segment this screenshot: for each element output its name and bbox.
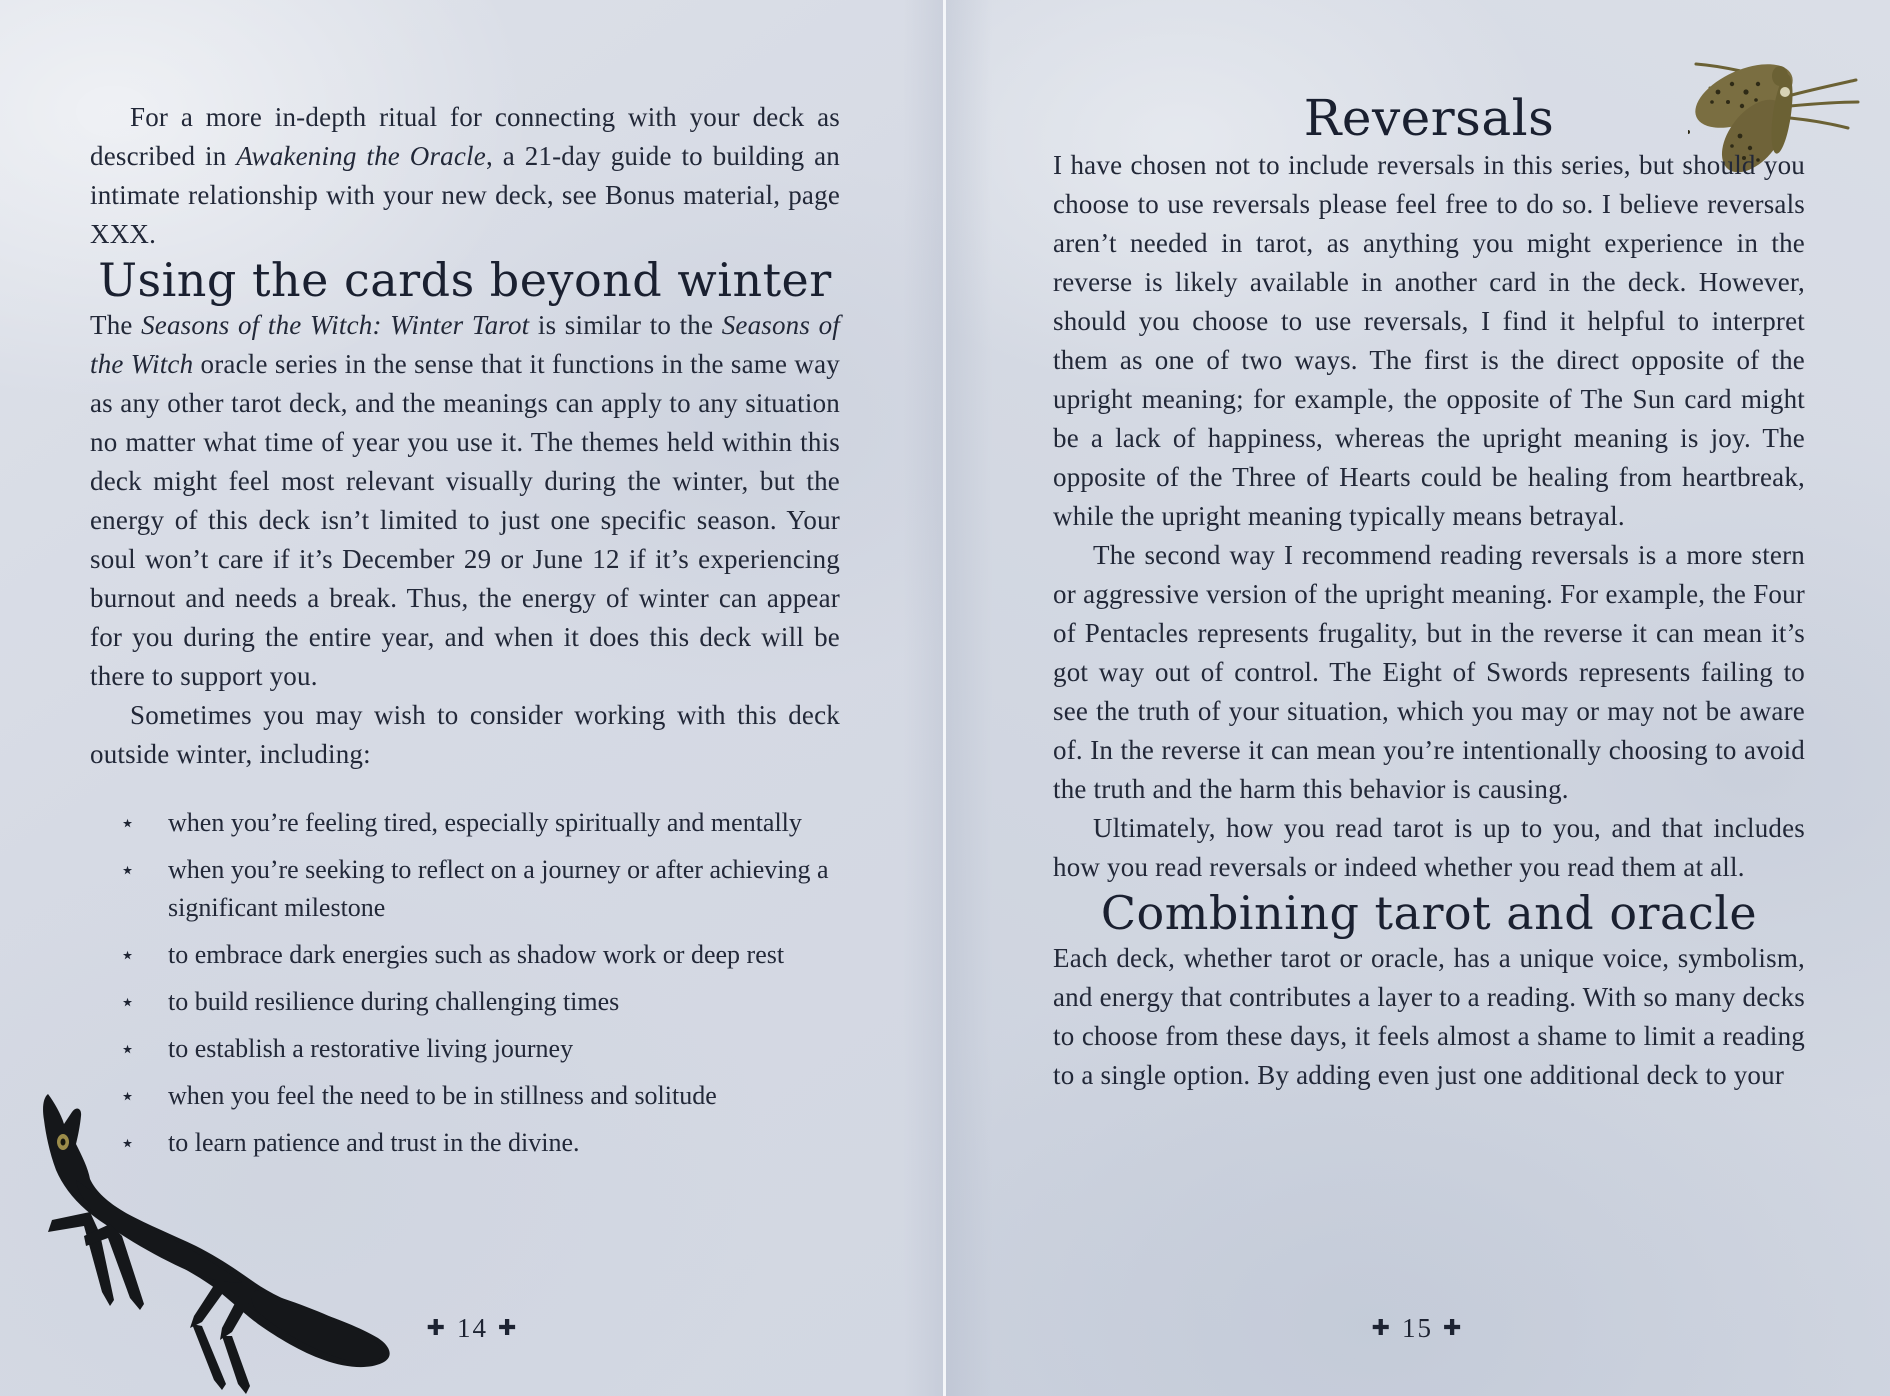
winter-uses-list [90,804,840,1162]
list-item-text: when you’re feeling tired, especially spiritually and mentally [168,808,802,837]
list-item-text: to learn patience and trust in the divine. [168,1128,580,1157]
star-bullet-icon: ⋆ [120,809,136,837]
page-footer-right [945,1313,1890,1344]
list-item-text: to build resilience during challenging times [168,987,620,1016]
list-item [120,851,840,927]
page-number: 15 [1402,1313,1433,1343]
list-item [120,983,840,1021]
list-item-text: to establish a restorative living journey [168,1034,574,1063]
body-paragraph: The second way I recommend reading reversals is a more stern or aggressive version of the upright meaning. For example, the Four of Pentacles represents frugality, but in the reverse it can mean it’s got way out of control. The Eight of Swords represents failing to see the truth of your situation, which you may or may not be aware of. In the reverse it can mean you’re intentionally choosing to avoid the truth and the harm this behavior is causing. [1053,540,1805,804]
star-bullet-icon: ⋆ [120,1035,136,1063]
cross-ornament-icon: ✚ [1371,1316,1392,1341]
star-bullet-icon: ⋆ [120,1082,136,1110]
section-heading-reversals: Reversals [1303,89,1555,147]
star-bullet-icon: ⋆ [120,1129,136,1157]
list-item-text: when you’re seeking to reflect on a journey or after achieving a significant milestone [168,855,829,922]
list-item [120,1077,840,1115]
body-paragraph: Sometimes you may wish to consider working with this deck outside winter, including: [90,700,840,769]
list-item-text: when you feel the need to be in stillness and solitude [168,1081,717,1110]
star-bullet-icon: ⋆ [120,988,136,1016]
list-item [120,1030,840,1068]
star-bullet-icon: ⋆ [120,856,136,884]
star-bullet-icon: ⋆ [120,941,136,969]
cross-ornament-icon: ✚ [426,1316,447,1341]
list-item [120,936,840,974]
cross-ornament-icon: ✚ [1443,1316,1464,1341]
section-heading-combining: Combining tarot and oracle [1100,886,1758,940]
list-item [120,1124,840,1162]
list-item-text: to embrace dark energies such as shadow work or deep rest [168,940,785,969]
page-right-content [945,0,1890,1095]
page-left-content [0,0,945,1162]
page-gutter [943,0,946,1396]
page-right [945,0,1890,1396]
list-item [120,804,840,842]
page-number: 14 [457,1313,488,1343]
intro-paragraph: For a more in-depth ritual for connecting with your deck as described in Awakening the Oracle, a 21-day guide to building an intimate relationship with your new deck, see Bonus material, page XXX. [90,102,840,249]
body-paragraph: The Seasons of the Witch: Winter Tarot is similar to the Seasons of the Witch oracle series in the sense that it functions in the same way as any other tarot deck, and the meanings can apply to any situation no matter what time of year you use it. The themes held within this deck might feel most relevant visually during the winter, but the energy of this deck isn’t limited to just one specific season. Your soul won’t care if it’s December 29 or June 12 if it’s experiencing burnout and needs a break. Thus, the energy of winter can appear for you during the entire year, and when it does this deck will be there to support you. [90,310,840,691]
gutter-shadow-left [903,0,943,1396]
body-paragraph: I have chosen not to include reversals in this series, but should you choose to use reversals please feel free to do so. I believe reversals aren’t needed in tarot, as anything you might experience in the reverse is likely available in another card in the deck. However, should you choose to use reversals, I find it helpful to interpret them as one of two ways. The first is the direct opposite of the upright meaning; for example, the opposite of The Sun card might be a lack of happiness, whereas the upright meaning is joy. The opposite of the Three of Hearts could be healing from heartbreak, while the upright meaning typically means betrayal. [1053,150,1805,531]
cross-ornament-icon: ✚ [498,1316,519,1341]
page-footer-left [0,1313,945,1344]
section-heading-using-cards: Using the cards beyond winter [98,253,832,307]
body-paragraph: Each deck, whether tarot or oracle, has a unique voice, symbolism, and energy that contributes a layer to a reading. With so many decks to choose from these days, it feels almost a shame to limit a reading to a single option. By adding even just one additional deck to your [1053,943,1805,1090]
gutter-shadow-right [946,0,992,1396]
body-paragraph: Ultimately, how you read tarot is up to you, and that includes how you read reversals or indeed whether you read them at all. [1053,813,1805,882]
